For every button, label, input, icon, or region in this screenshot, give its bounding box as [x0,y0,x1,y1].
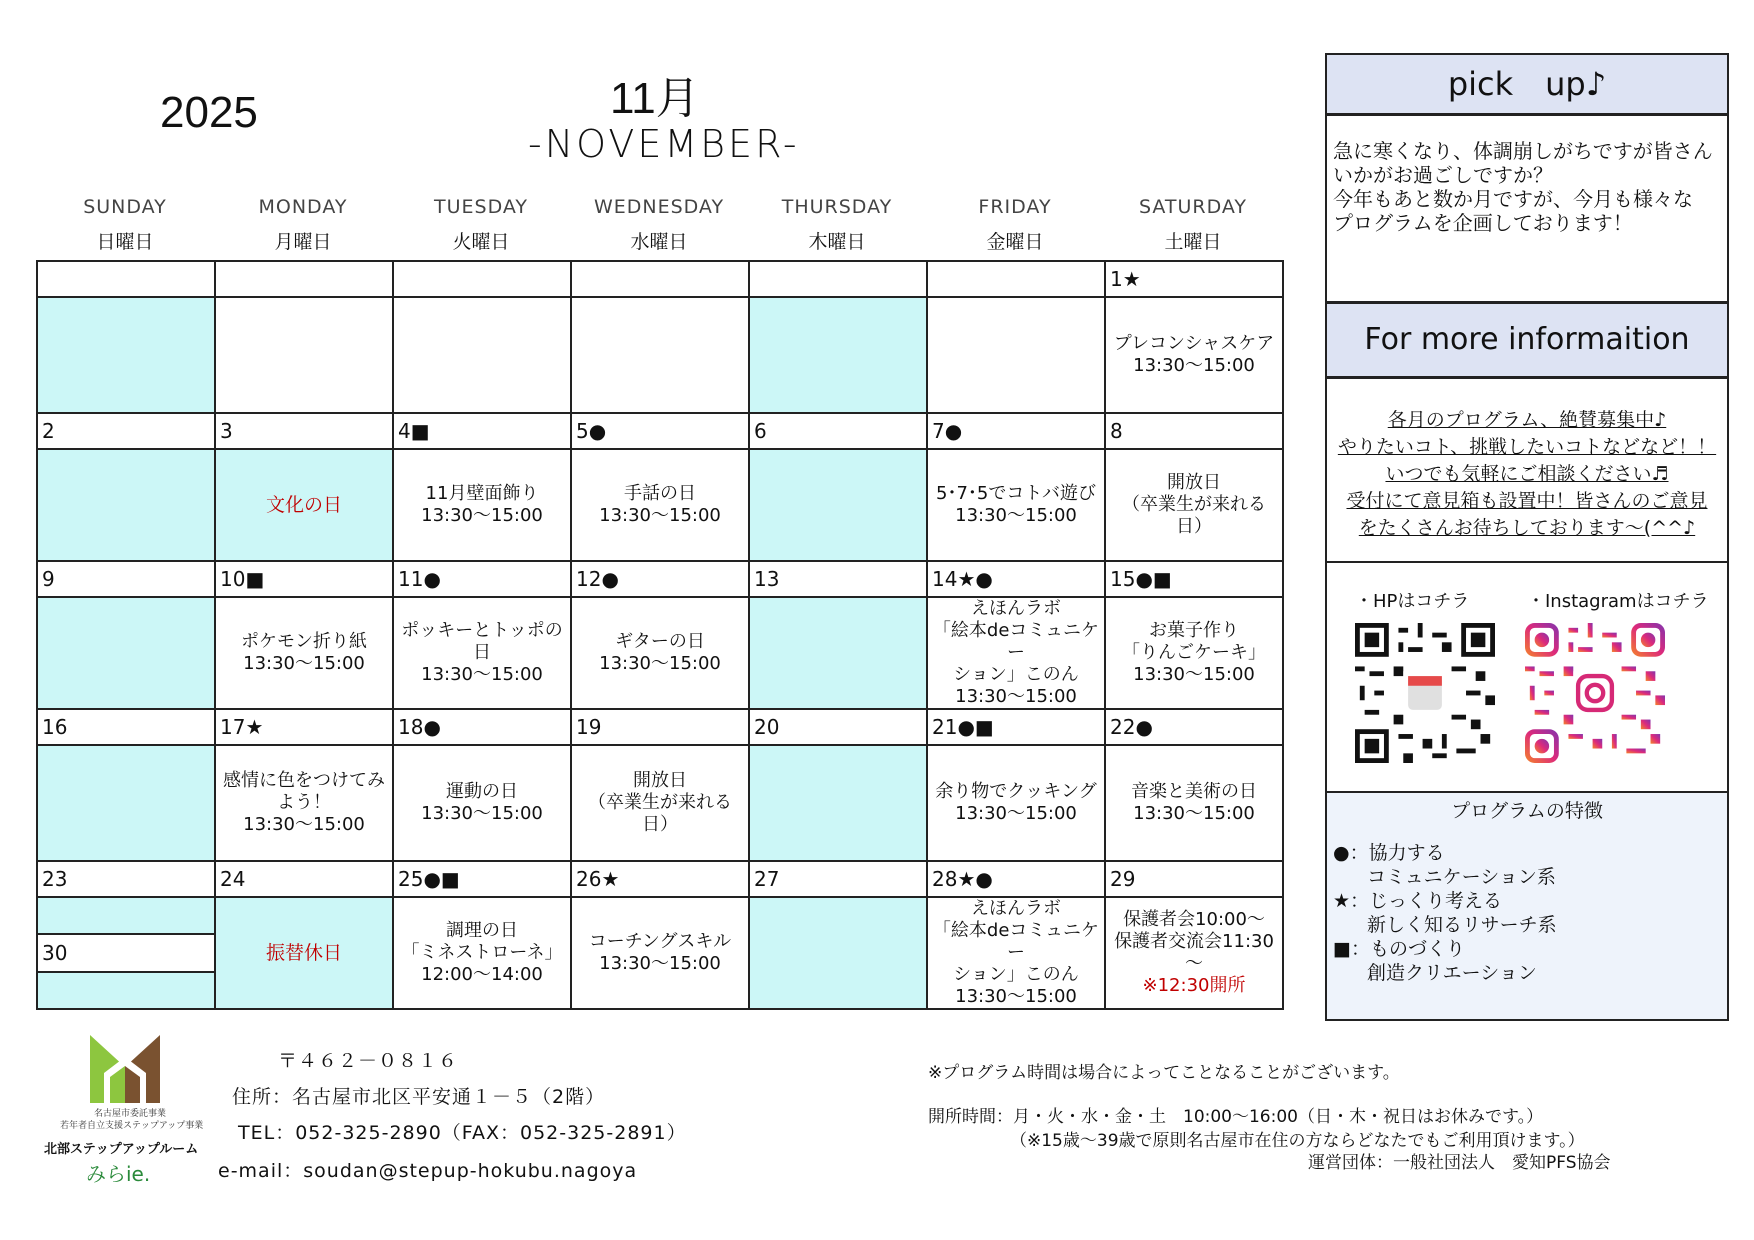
date-number: 29 [1105,861,1283,897]
event-text: 13:30～15:00 [243,653,365,674]
features-title: プログラムの特徴 [1327,791,1727,831]
date-number: 18● [393,709,571,745]
event-text: ギターの日 [615,631,705,652]
event-text: 保護者交流会11:30～ [1114,931,1274,974]
date-number: 3 [215,413,393,449]
feature-make: ■：ものづくり [1333,938,1465,960]
day-header-tuesday [392,190,570,260]
more-info-text [1327,407,1727,542]
date-number [393,261,571,297]
day-name-jp: 日曜日 [96,231,154,253]
event-text: 音楽と美術の日 [1131,781,1257,802]
more-info-line: 各月のプログラム、絶賛募集中♪ [1387,409,1667,431]
info-panel [1325,53,1729,1021]
event-text: ポケモン折り紙 [241,631,367,652]
date-number: 27 [749,861,927,897]
event-text: ション」このん [953,964,1079,985]
event-cell [749,597,927,709]
month-title: 11月 [610,74,700,123]
event-text: 11月壁面飾り [425,483,539,504]
day-header-sunday [36,190,214,260]
feature-make-desc: 創造クリエーション [1367,962,1537,984]
event-text: 運動の日 [446,781,518,802]
day-name-en: THURSDAY [781,196,893,218]
event-text: 「ミネストローネ」 [401,942,563,963]
event-text: 13:30～15:00 [1133,803,1255,824]
day-header-saturday [1104,190,1282,260]
event-cell [215,745,393,861]
event-cell [571,597,749,709]
day-name-en: WEDNESDAY [593,196,725,218]
day-name-en: MONDAY [258,196,348,218]
date-number: 17★ [215,709,393,745]
event-cell [749,897,927,1009]
week-event-row [37,449,1283,561]
event-cell [215,897,393,1009]
more-info-line: 受付にて意見箱も設置中！皆さんのご意見 [1346,490,1708,512]
pickup-line: いかがお過ごしですか？ [1333,163,1553,187]
date-number: 10■ [215,561,393,597]
date-number [927,261,1105,297]
feature-think: ★：じっくり考える [1333,890,1503,912]
event-text: 12:00～14:00 [421,964,543,985]
event-text: 開放日 [633,770,687,791]
event-text: 文化の日 [265,494,342,516]
event-text: えほんラボ [971,898,1061,919]
date-number: 14★● [927,561,1105,597]
event-text: プレコンシャスケア [1113,333,1275,354]
day-name-en: SUNDAY [83,196,167,218]
day-header-monday [214,190,392,260]
event-cell [393,897,571,1009]
day-name-en: SATURDAY [1138,196,1248,218]
event-text: ション」このん [953,664,1079,685]
house-logo-icon [90,1033,160,1103]
week-date-row [37,709,1283,745]
day-name-jp: 火曜日 [452,231,510,253]
address: 住所：名古屋市北区平安通１－５（2階） [232,1086,606,1108]
event-cell [37,745,215,861]
eligibility-note: （※15歳～39歳で原則名古屋市在住の方ならどなたでもご利用頂けます。） [1010,1131,1585,1151]
month-english: -NOVEMBER- [528,122,800,166]
day-name-jp: 土曜日 [1164,231,1222,253]
event-cell [927,597,1105,709]
week-date-row [37,561,1283,597]
event-text: 開放日 [1167,472,1221,493]
date-number: 20 [749,709,927,745]
event-text: 5･7･5でコトバ遊び [936,483,1096,504]
event-text: 13:30～15:00 [421,664,543,685]
date-number: 23 [37,861,215,897]
logo-subtitle: 若年者自立支援ステップアップ事業 [60,1121,204,1131]
event-cell [1105,597,1283,709]
time-note: ※プログラム時間は場合によってことなることがございます。 [928,1063,1400,1083]
event-text: お菓子作り [1149,620,1239,641]
event-cell [393,745,571,861]
event-cell [37,972,215,1009]
feature-think-desc: 新しく知るリサーチ系 [1367,914,1557,936]
week-event-row [37,597,1283,709]
more-info-line: をたくさんお待ちしております～(^^♪ [1358,517,1696,539]
date-number: 19 [571,709,749,745]
day-header-thursday [748,190,926,260]
event-cell [571,297,749,413]
event-text: ※12:30開所 [1142,975,1246,996]
week-date-row [37,861,1283,897]
event-cell [571,745,749,861]
event-cell [393,297,571,413]
day-header-friday [926,190,1104,260]
event-text: 13:30～15:00 [599,953,721,974]
logo-name: 北部ステップアップルーム [44,1142,199,1157]
event-text: 日） [642,814,678,835]
pickup-title: pick up♪ [1327,55,1727,116]
event-text: 13:30～15:00 [421,505,543,526]
day-name-jp: 月曜日 [274,231,332,253]
event-text: 「りんごケーキ」 [1122,642,1266,663]
date-number: 30 [37,934,215,973]
event-text: 13:30～15:00 [243,814,365,835]
event-cell [927,297,1105,413]
event-cell [927,897,1105,1009]
date-number [37,261,215,297]
event-cell [571,449,749,561]
event-cell [1105,897,1283,1009]
week-event-row [37,297,1283,413]
event-text: 日） [1176,516,1212,537]
day-name-jp: 金曜日 [986,231,1044,253]
day-name-jp: 木曜日 [808,231,866,253]
hp-qr-code[interactable] [1355,623,1495,763]
opening-hours: 開所時間：月・火・水・金・土 10:00～16:00（日・木・祝日はお休みです。） [928,1107,1544,1127]
date-number: 4■ [393,413,571,449]
logo-brand: みらie. [86,1162,151,1186]
instagram-qr-code[interactable] [1525,623,1665,763]
event-cell [1105,745,1283,861]
event-text: 13:30～15:00 [955,803,1077,824]
pickup-line: 今年もあと数か月ですが、今月も様々な [1333,187,1693,211]
more-info-title: For more informaition [1327,301,1727,379]
pickup-line: プログラムを企画しております！ [1333,211,1633,235]
event-cell [749,297,927,413]
feature-cooperate-desc: コミュニケーション系 [1367,866,1556,888]
hp-label: ・HPはコチラ [1355,591,1470,612]
event-cell [37,897,215,934]
event-cell [37,597,215,709]
day-headers [36,190,1284,260]
calendar-grid [36,260,1284,1010]
event-text: 13:30～15:00 [421,803,543,824]
event-cell [927,449,1105,561]
date-number: 15●■ [1105,561,1283,597]
more-info-line: いつでも気軽にご相談ください♬ [1385,463,1669,485]
phone-fax: TEL：052-325-2890（FAX：052-325-2891） [238,1122,687,1144]
event-text: よう！ [277,792,331,813]
event-text: 13:30～15:00 [955,505,1077,526]
operator: 運営団体：一般社団法人 愛知PFS協会 [1308,1153,1611,1173]
date-number [571,261,749,297]
date-number [749,261,927,297]
event-text: 「絵本deコミュニケー [932,620,1100,663]
pickup-text [1333,139,1723,235]
event-cell [749,449,927,561]
event-text: 13:30～15:00 [955,686,1077,707]
week-event-row [37,745,1283,861]
event-cell [927,745,1105,861]
event-cell [37,449,215,561]
event-text: 保護者会10:00～ [1123,909,1265,930]
event-cell [215,449,393,561]
more-info-line: やりたいコト、挑戦したいコトなどなど！！ [1337,436,1717,458]
day-header-wednesday [570,190,748,260]
event-text: 13:30～15:00 [599,505,721,526]
event-text: 13:30～15:00 [1133,664,1255,685]
date-number: 6 [749,413,927,449]
date-number: 5● [571,413,749,449]
calendar [36,190,1284,1010]
week-date-row [37,413,1283,449]
event-text: 振替休日 [265,942,342,964]
week-date-row [37,261,1283,297]
date-number: 9 [37,561,215,597]
event-cell [571,897,749,1009]
event-cell [37,297,215,413]
event-text: 調理の日 [446,920,518,941]
logo-subtitle: 名古屋市委託事業 [94,1109,167,1119]
event-cell [393,597,571,709]
date-number: 2 [37,413,215,449]
date-number: 1★ [1105,261,1283,297]
day-name-en: FRIDAY [978,196,1052,218]
event-text: （卒業生が来れる [1122,494,1266,515]
date-number: 25●■ [393,861,571,897]
event-cell [393,449,571,561]
date-number [215,261,393,297]
event-text: 感情に色をつけてみ [223,770,385,791]
event-text: コーチングスキル [588,931,732,952]
event-text: 「絵本deコミュニケー [932,920,1100,963]
day-name-jp: 水曜日 [630,231,688,253]
divider [1327,561,1727,563]
date-number: 21●■ [927,709,1105,745]
event-text: 13:30～15:00 [599,653,721,674]
event-cell [1105,297,1283,413]
date-number: 7● [927,413,1105,449]
date-number: 28★● [927,861,1105,897]
week-event-row [37,897,1283,934]
features-list [1327,829,1727,1019]
date-number: 12● [571,561,749,597]
pickup-line: 急に寒くなり、体調崩しがちですが皆さん [1333,139,1713,163]
event-text: 13:30～15:00 [1133,355,1255,376]
event-text: 手話の日 [624,483,696,504]
event-text: （卒業生が来れる [588,792,732,813]
email[interactable]: e-mail：soudan@stepup-hokubu.nagoya [218,1160,638,1182]
event-cell [215,297,393,413]
day-name-en: TUESDAY [433,196,528,218]
date-number: 24 [215,861,393,897]
event-cell [1105,449,1283,561]
event-cell [215,597,393,709]
year: 2025 [160,88,258,137]
date-number: 26★ [571,861,749,897]
feature-cooperate: ●：協力する [1333,842,1445,864]
date-number: 11● [393,561,571,597]
event-text: 余り物でクッキング [935,781,1097,802]
event-cell [749,745,927,861]
date-number: 22● [1105,709,1283,745]
date-number: 13 [749,561,927,597]
event-text: えほんラボ [971,598,1061,619]
event-text: ポッキーとトッポの日 [401,620,563,663]
date-number: 8 [1105,413,1283,449]
event-text: 13:30～15:00 [955,986,1077,1007]
postal-code: 〒４６２－０８１６ [278,1050,459,1072]
instagram-label: ・Instagramはコチラ [1527,591,1709,612]
date-number: 16 [37,709,215,745]
